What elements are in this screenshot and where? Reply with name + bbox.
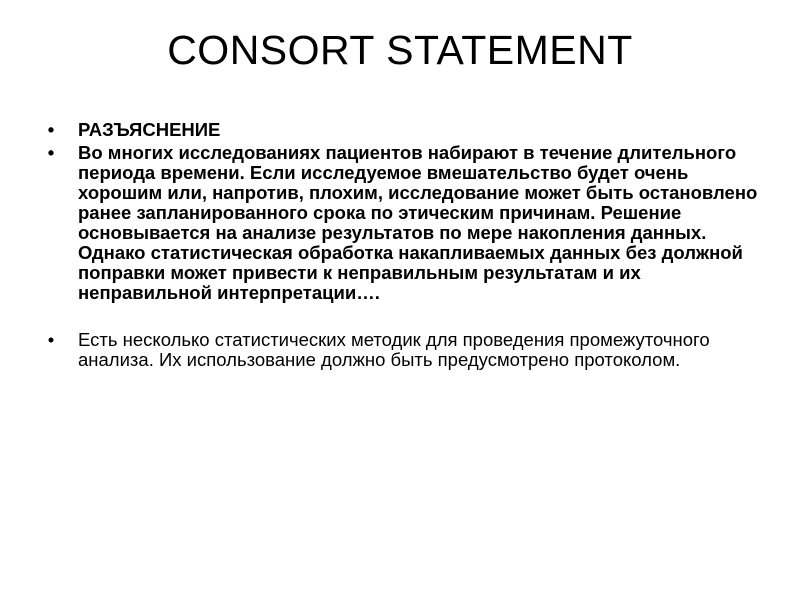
bullet-marker: •: [47, 119, 55, 140]
bullet-text-heading: РАЗЪЯСНЕНИЕ: [78, 119, 221, 140]
bullet-item-methods: [44, 330, 764, 370]
slide-title: CONSORT STATEMENT: [167, 27, 633, 73]
bullet-text-methods: Есть несколько статистических методик для проведения промежуточного анализа. Их использование должно быть предусмотрено протоколом.: [78, 329, 710, 370]
bullet-text-explanation: Во многих исследованиях пациентов набирают в течение длительного периода времени. Если исследуемое вмешательство будет очень хорошим или, напротив, плохим, исследование может быть остановлено ранее запланированного срока по этическим причинам. Решение основывается на анализе результатов по мере накопления данных. Однако статистическая обработка накапливаемых данных без должной поправки может привести к неправильным результатам и их неправильной интерпретации….: [78, 142, 758, 303]
bullet-item-heading: [44, 120, 764, 140]
bullet-list: [44, 120, 764, 370]
bullet-item-explanation: [44, 143, 764, 303]
bullet-marker: •: [47, 142, 55, 163]
bullet-marker: •: [47, 329, 55, 350]
